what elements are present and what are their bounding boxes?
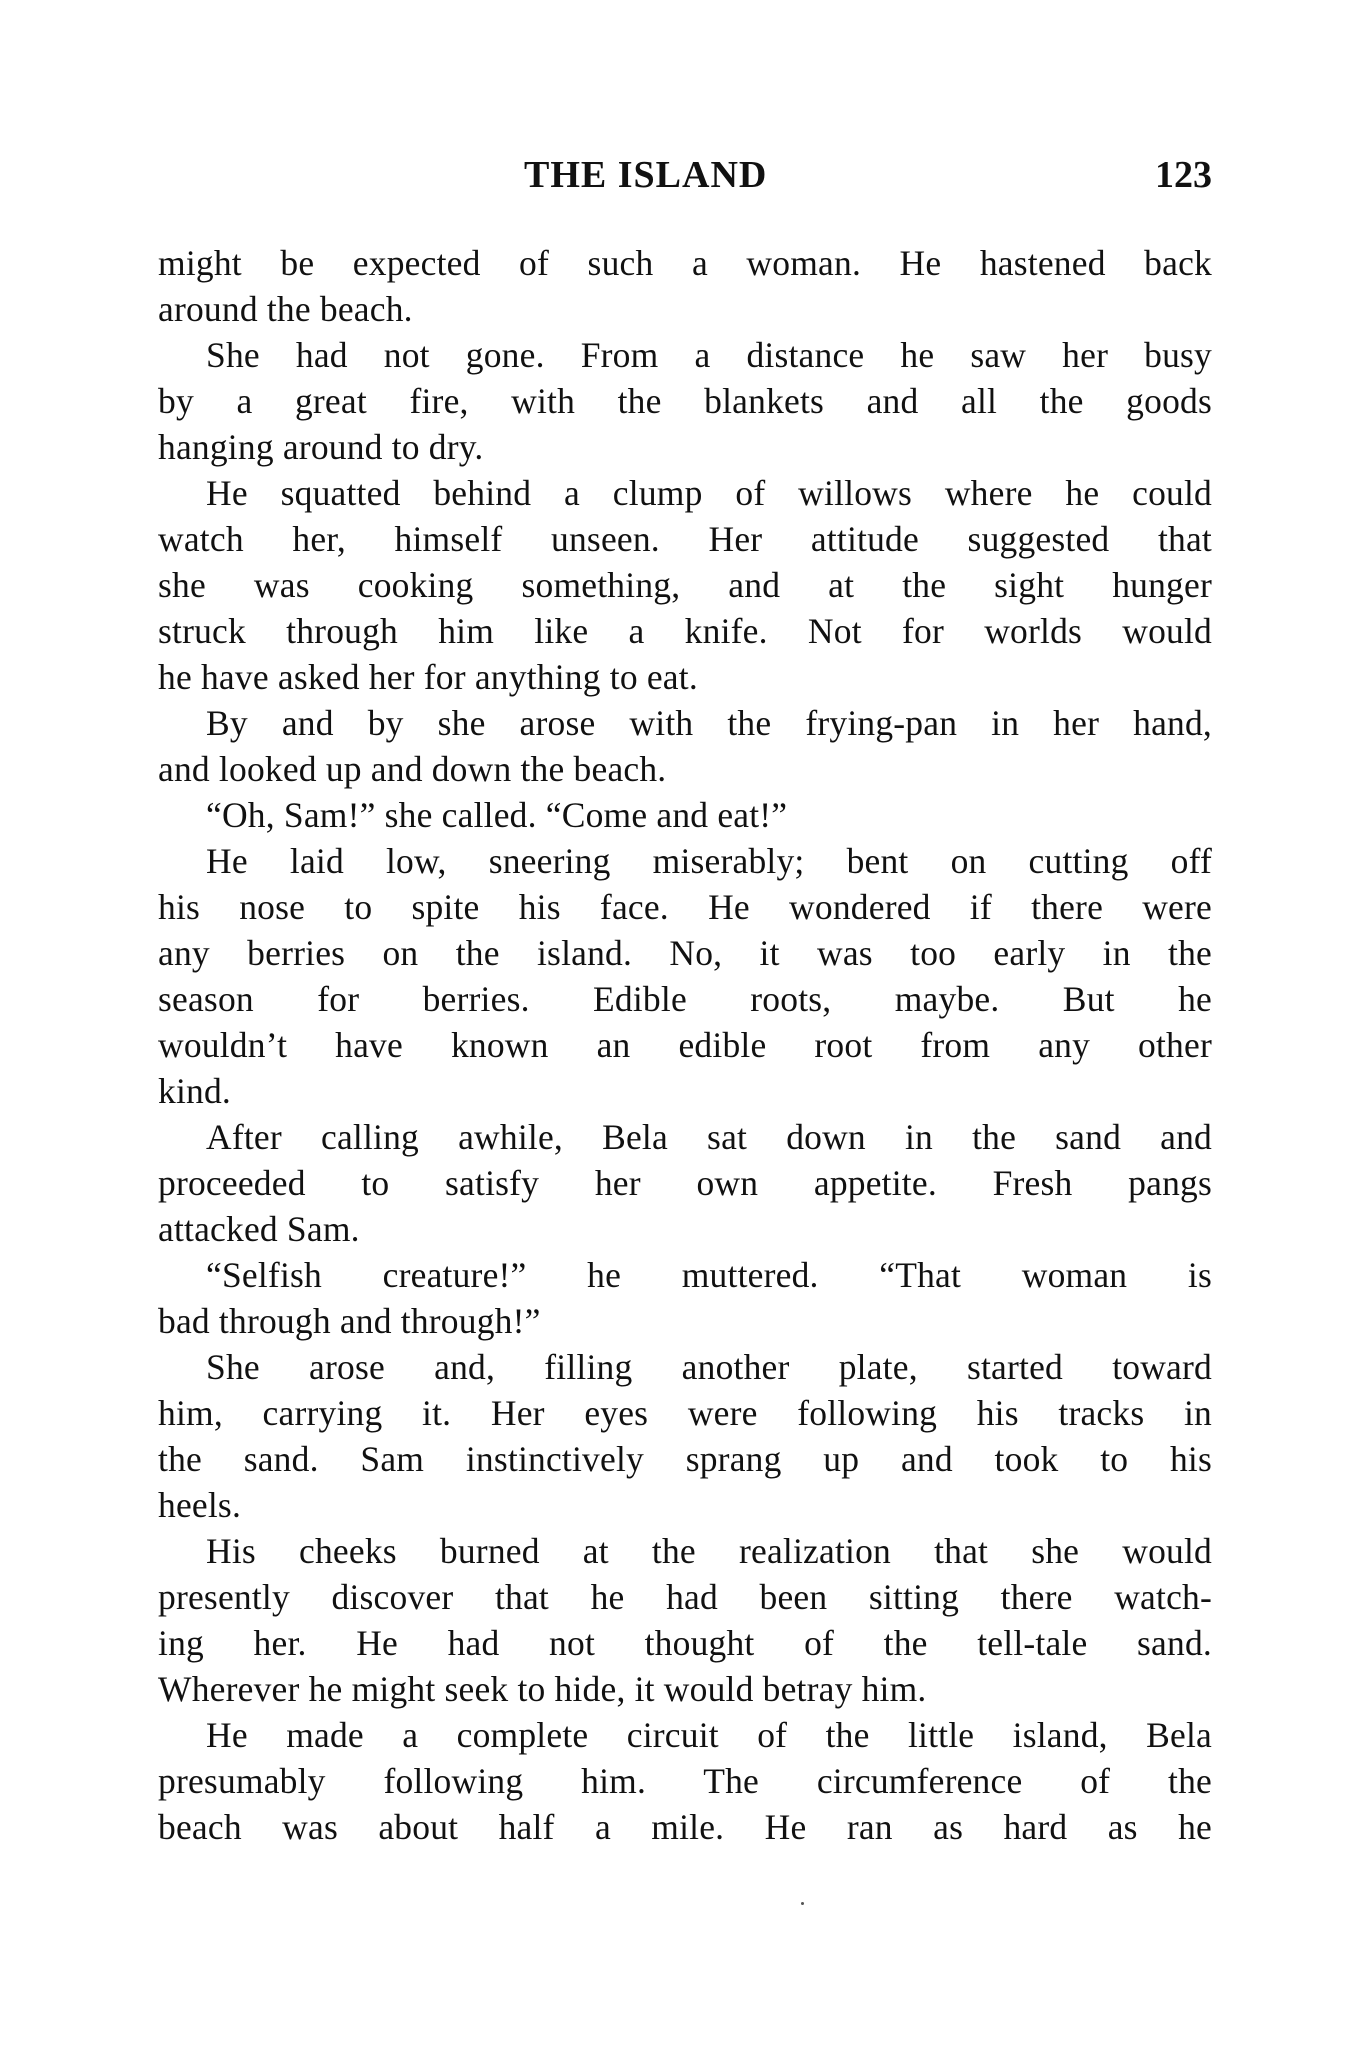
text-line: attacked Sam. [158, 1209, 360, 1249]
text-line: He squatted behind a clump of willows where he could [206, 473, 1212, 513]
text-line: season for berries. Edible roots, maybe. But he [158, 979, 1212, 1019]
text-line: “Selfish creature!” he muttered. “That woman is [206, 1255, 1212, 1295]
text-line: kind. [158, 1071, 231, 1111]
text-line: Wherever he might seek to hide, it would betray him. [158, 1669, 927, 1709]
text-line: she was cooking something, and at the sight hunger [158, 565, 1212, 605]
text-line: hanging around to dry. [158, 427, 484, 467]
text-line: by a great fire, with the blankets and all the goods [158, 381, 1212, 421]
text-line: By and by she arose with the frying-pan in her hand, [206, 703, 1212, 743]
page-number: 123 [1155, 154, 1212, 196]
page-header [158, 150, 1212, 210]
text-line: bad through and through!” [158, 1301, 541, 1341]
text-line: She had not gone. From a distance he saw her busy [206, 335, 1212, 375]
running-title: THE ISLAND [524, 154, 768, 196]
text-line: any berries on the island. No, it was too early in the [158, 933, 1212, 973]
text-line: he have asked her for anything to eat. [158, 657, 698, 697]
text-line: His cheeks burned at the realization that she would [206, 1531, 1212, 1571]
text-line: presently discover that he had been sitting there watch- [158, 1577, 1212, 1617]
body-text [158, 240, 1212, 1850]
text-line: wouldn’t have known an edible root from any other [158, 1025, 1212, 1065]
text-line: presumably following him. The circumference of the [158, 1761, 1212, 1801]
text-line: heels. [158, 1485, 242, 1525]
text-line: watch her, himself unseen. Her attitude suggested that [158, 519, 1212, 559]
text-line: might be expected of such a woman. He hastened back [158, 243, 1212, 283]
text-line: him, carrying it. Her eyes were following his tracks in [158, 1393, 1212, 1433]
text-line: proceeded to satisfy her own appetite. Fresh pangs [158, 1163, 1212, 1203]
text-line: After calling awhile, Bela sat down in the sand and [206, 1117, 1212, 1157]
text-line: She arose and, filling another plate, started toward [206, 1347, 1212, 1387]
text-line: “Oh, Sam!” she called. “Come and eat!” [206, 795, 788, 835]
text-line: ing her. He had not thought of the tell-tale sand. [158, 1623, 1212, 1663]
print-speck [801, 1902, 804, 1905]
text-line: his nose to spite his face. He wondered if there were [158, 887, 1212, 927]
text-line: and looked up and down the beach. [158, 749, 667, 789]
text-line: beach was about half a mile. He ran as hard as he [158, 1807, 1212, 1847]
text-line: the sand. Sam instinctively sprang up and took to his [158, 1439, 1212, 1479]
text-line: He laid low, sneering miserably; bent on cutting off [206, 841, 1212, 881]
text-line: around the beach. [158, 289, 413, 329]
text-line: struck through him like a knife. Not for worlds would [158, 611, 1212, 651]
text-line: He made a complete circuit of the little island, Bela [206, 1715, 1212, 1755]
